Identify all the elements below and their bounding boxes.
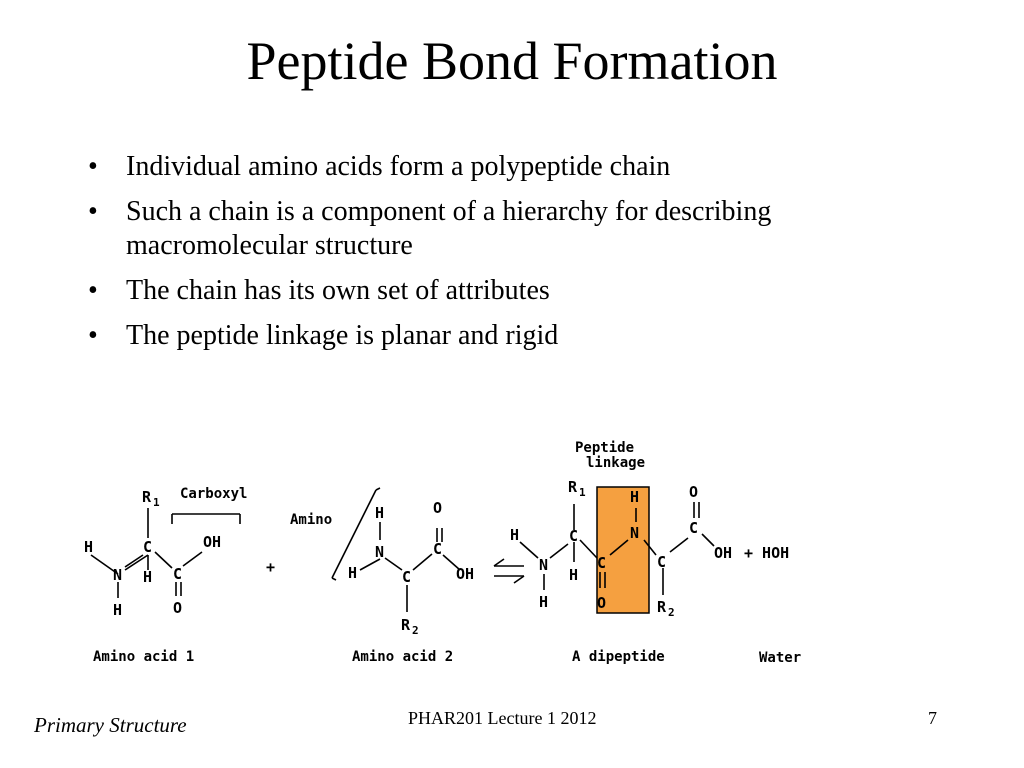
atom-oh: OH bbox=[456, 565, 475, 583]
slide-title: Peptide Bond Formation bbox=[246, 31, 778, 91]
bullet-symbol: • bbox=[88, 275, 98, 306]
atom-h: H bbox=[375, 504, 385, 522]
atom-h: H bbox=[84, 538, 94, 556]
atom-h: H bbox=[569, 566, 579, 584]
label-peptide-line2: linkage bbox=[586, 455, 646, 471]
page-number: 7 bbox=[928, 708, 937, 728]
atom-c: C bbox=[689, 519, 699, 537]
atom-c: C bbox=[402, 568, 412, 586]
bullet-text: The peptide linkage is planar and rigid bbox=[126, 320, 559, 351]
subscript-2: 2 bbox=[668, 606, 675, 619]
atom-c: C bbox=[657, 553, 667, 571]
atom-h: H bbox=[539, 593, 549, 611]
atom-h: H bbox=[630, 488, 640, 506]
label-carboxyl: Carboxyl bbox=[180, 486, 248, 502]
bullet-item bbox=[88, 274, 948, 308]
label-peptide-line1: Peptide bbox=[575, 440, 635, 456]
atom-n: N bbox=[375, 543, 385, 561]
subscript-2: 2 bbox=[412, 624, 419, 637]
subscript-1: 1 bbox=[153, 496, 160, 509]
atom-r2: R bbox=[657, 598, 667, 616]
bullet-text: The chain has its own set of attributes bbox=[126, 275, 550, 306]
bullet-symbol: • bbox=[88, 151, 98, 182]
atom-h: H bbox=[113, 601, 123, 619]
atom-n: N bbox=[539, 556, 549, 574]
atom-r1: R bbox=[142, 488, 152, 506]
atom-c: C bbox=[173, 565, 183, 583]
bullet-item bbox=[88, 195, 948, 263]
bullet-symbol: • bbox=[88, 320, 98, 351]
peptide-reaction-diagram bbox=[80, 430, 840, 675]
label-plus-hoh: + HOH bbox=[744, 544, 790, 562]
atom-c: C bbox=[597, 554, 607, 572]
atom-h: H bbox=[348, 564, 358, 582]
subscript-1: 1 bbox=[579, 486, 586, 499]
plus-sign: + bbox=[266, 558, 276, 576]
atom-o: O bbox=[433, 499, 443, 517]
caption-amino-acid-2: Amino acid 2 bbox=[352, 649, 454, 665]
atom-o: O bbox=[689, 483, 699, 501]
bullet-list bbox=[88, 150, 948, 364]
atom-c: C bbox=[569, 527, 579, 545]
bullet-item bbox=[88, 150, 948, 184]
atom-c: C bbox=[143, 538, 153, 556]
caption-amino-acid-1: Amino acid 1 bbox=[93, 649, 195, 665]
atom-n: N bbox=[113, 566, 123, 584]
atom-n: N bbox=[630, 524, 640, 542]
caption-dipeptide: A dipeptide bbox=[572, 649, 665, 665]
footer-section-title: Primary Structure bbox=[34, 713, 187, 737]
atom-o: O bbox=[597, 594, 607, 612]
footer-course: PHAR201 Lecture 1 2012 bbox=[408, 708, 597, 728]
atom-c: C bbox=[433, 540, 443, 558]
atom-oh: OH bbox=[714, 544, 733, 562]
atom-o: O bbox=[173, 599, 183, 617]
atom-h: H bbox=[143, 568, 153, 586]
atom-h: H bbox=[510, 526, 520, 544]
label-amino: Amino bbox=[290, 512, 333, 528]
bullet-text: Such a chain is a component of a hierarchy for describing macromolecular structure bbox=[126, 196, 772, 261]
atom-r2: R bbox=[401, 616, 411, 634]
atom-oh: OH bbox=[203, 533, 222, 551]
bullet-item bbox=[88, 319, 948, 353]
bullet-text: Individual amino acids form a polypeptide chain bbox=[126, 151, 671, 182]
caption-water: Water bbox=[759, 650, 802, 666]
atom-r1: R bbox=[568, 478, 578, 496]
bullet-symbol: • bbox=[88, 196, 98, 227]
